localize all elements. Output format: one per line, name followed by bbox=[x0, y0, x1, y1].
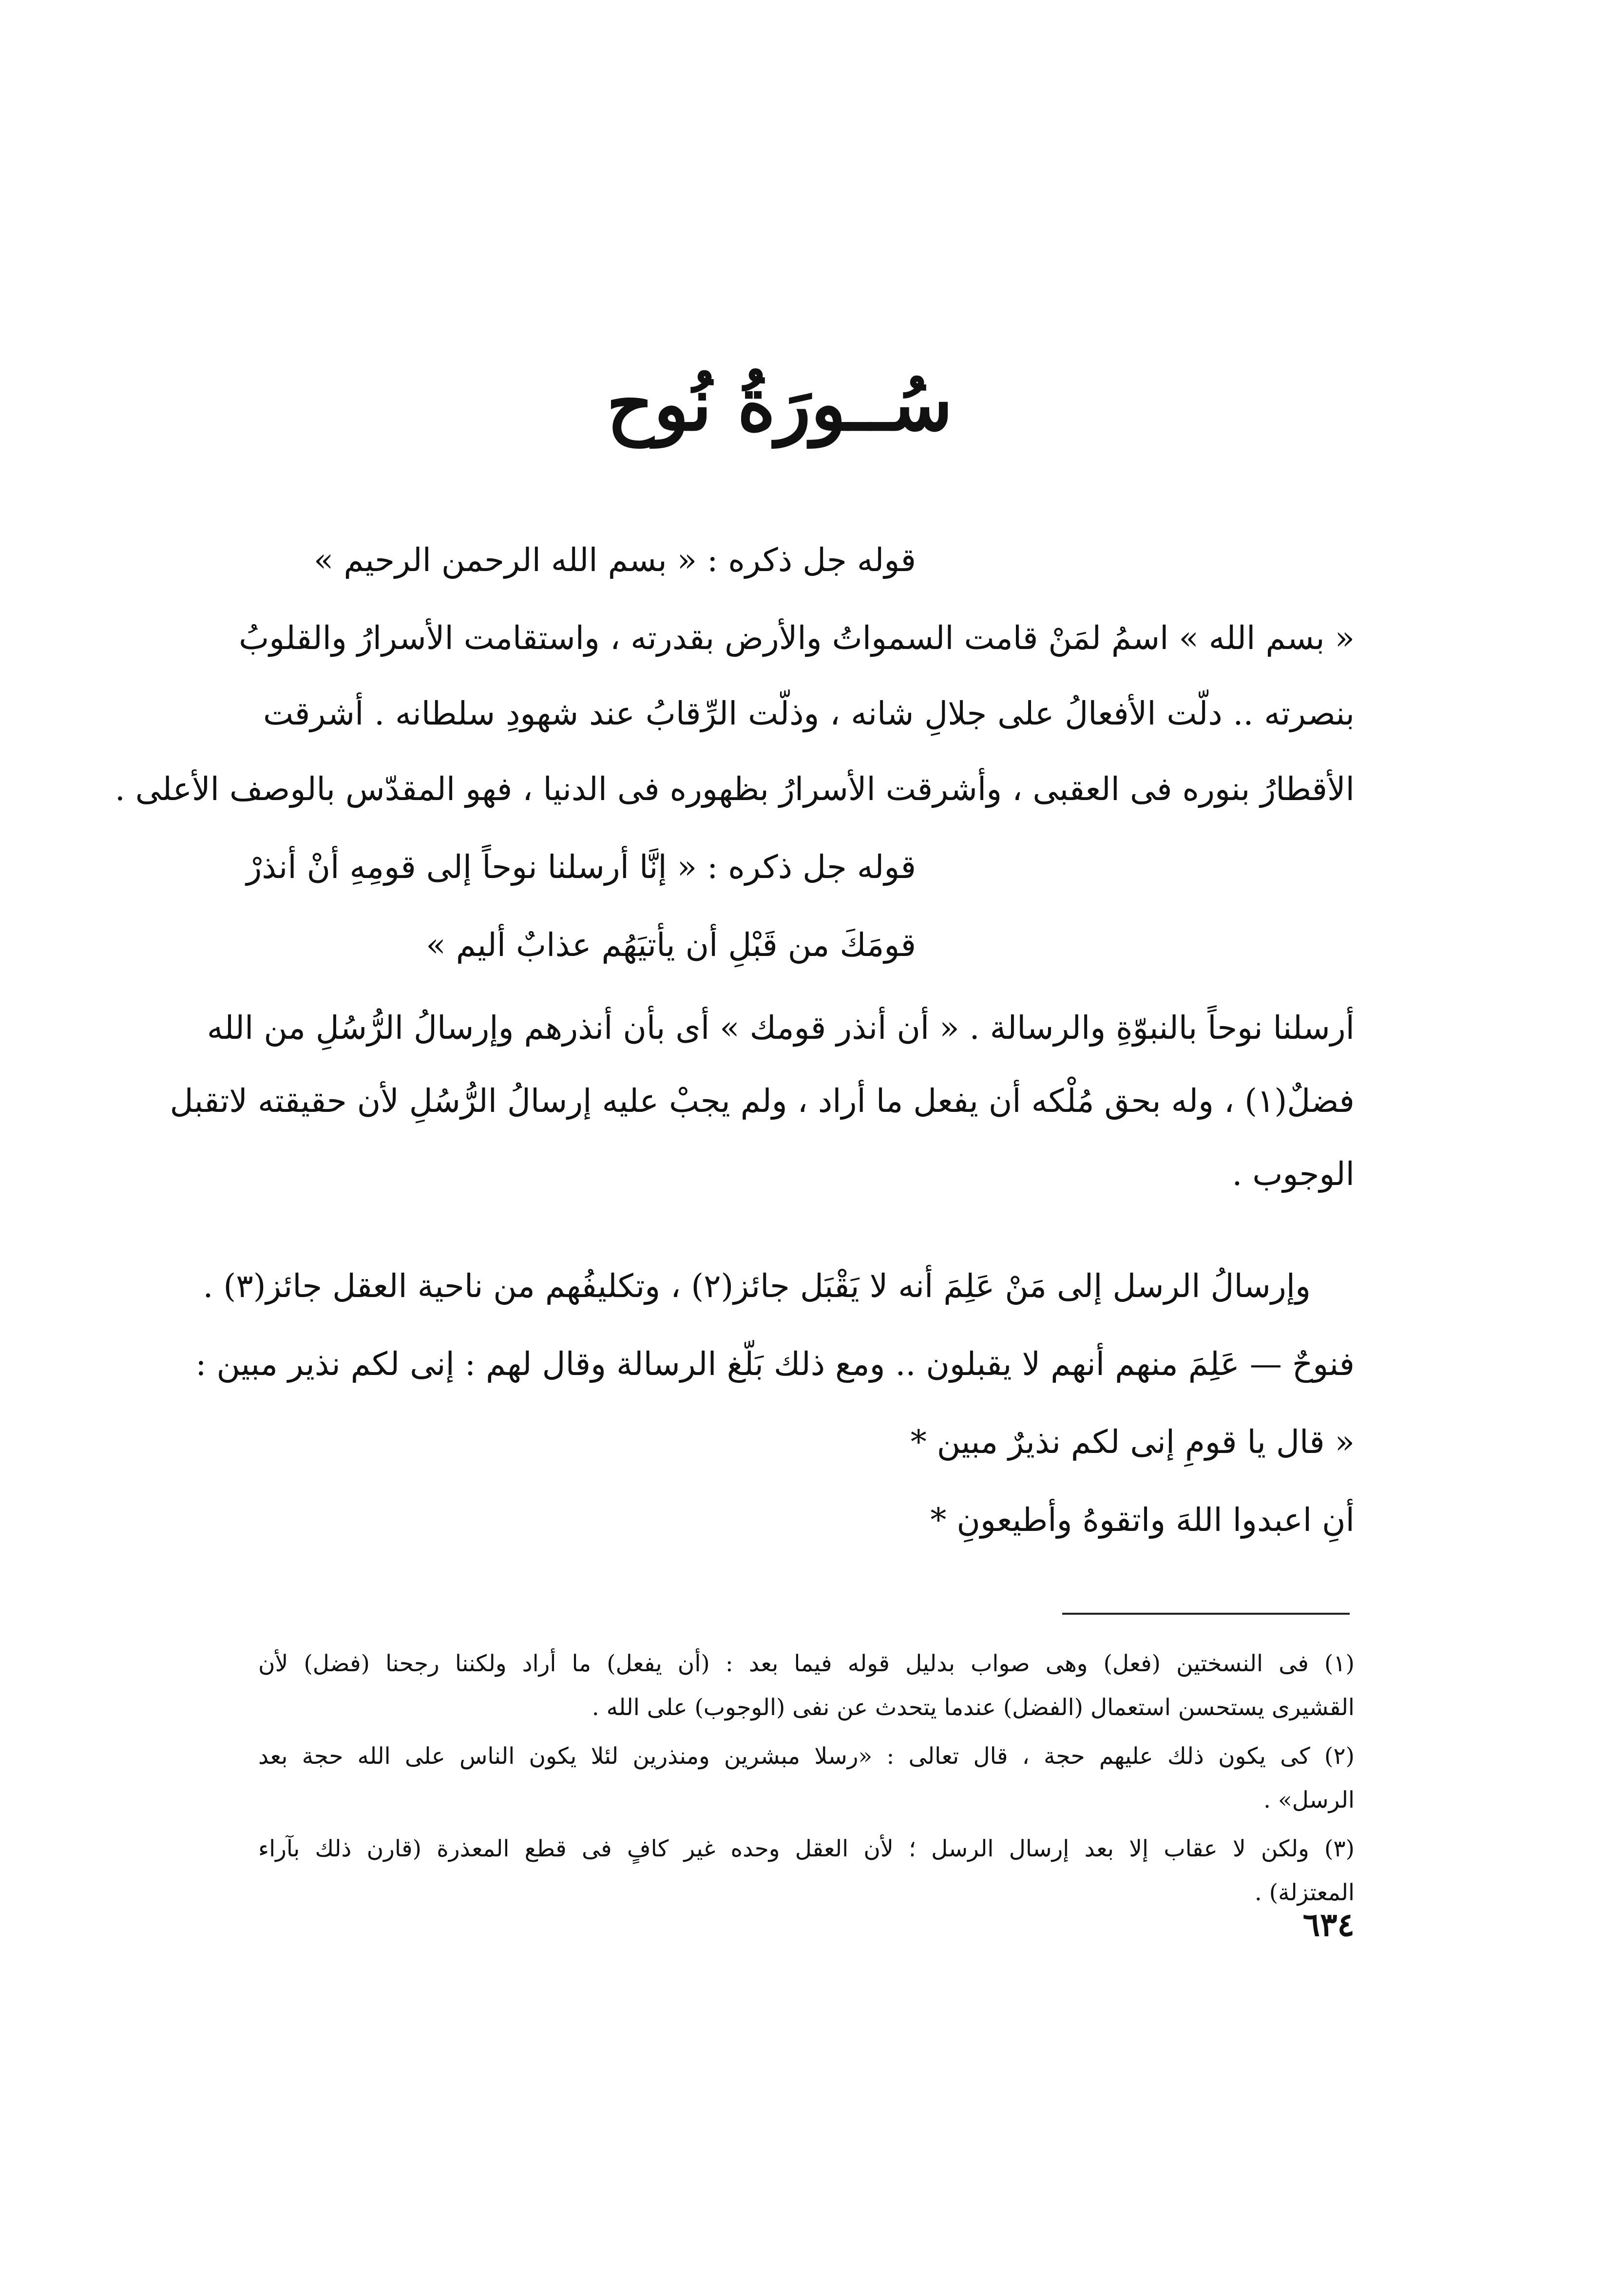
page-number: ٦٣٤ bbox=[1302, 1906, 1355, 1944]
footnote-1-cont: القشيرى يستحسن استعمال (الفضل) عندما يتحدث عن نفى (الوجوب) على الله . bbox=[592, 1694, 1355, 1721]
quoted-verse: أنِ اعبدوا اللهَ واتقوهُ وأطيعونِ * bbox=[930, 1501, 1355, 1539]
paragraph-line: فنوحٌ — عَلِمَ منهم أنهم لا يقبلون .. ومع ذلك بَلّغ الرسالة وقال لهم : إنى لكم نذير مبين : bbox=[195, 1345, 1355, 1383]
verse-heading-quote-cont: قومَكَ من قَبْلِ أن يأتيَهُم عذابٌ أليم » bbox=[426, 926, 916, 964]
paragraph-line: « بسم الله » اسمُ لمَنْ قامت السمواتُ والأرض بقدرته ، واستقامت الأسرارُ والقلوبُ bbox=[239, 619, 1355, 657]
paragraph-line: أرسلنا نوحاً بالنبوّةِ والرسالة . « أن أنذر قومك » أى بأن أنذرهم وإرسالُ الرُّسُلِ من الله bbox=[207, 1009, 1355, 1047]
paragraph-line: الوجوب . bbox=[1232, 1155, 1355, 1193]
surah-title: سُــورَةُ نُوح bbox=[606, 362, 953, 447]
footnote-2-cont: الرسل» . bbox=[1263, 1787, 1355, 1814]
paragraph-line: فضلٌ(١) ، وله بحق مُلْكه أن يفعل ما أراد ، ولم يجبْ عليه إرسالُ الرُّسُلِ لأن حقيقته لاتقبل bbox=[170, 1082, 1355, 1120]
footnote-3: (٣) ولكن لا عقاب إلا بعد إرسال الرسل ؛ لأن العقل وحده غير كافٍ فى قطع المعذرة (قارن ذلك بآراء bbox=[258, 1835, 1355, 1862]
quoted-verse: « قال يا قومِ إنى لكم نذيرٌ مبين * bbox=[910, 1423, 1355, 1461]
footnote-2: (٢) كى يكون ذلك عليهم حجة ، قال تعالى : «رسلا مبشرين ومنذرين لئلا يكون الناس على الله حجة بعد bbox=[258, 1743, 1355, 1770]
paragraph-line: بنصرته .. دلّت الأفعالُ على جلالِ شانه ، وذلّت الرِّقابُ عند شهودِ سلطانه . أشرقت bbox=[263, 695, 1355, 732]
verse-heading-basmala: قوله جل ذكره : « بسم الله الرحمن الرحيم » bbox=[314, 541, 916, 579]
footnote-1: (١) فى النسختين (فعل) وهى صواب بدليل قوله فيما بعد : (أن يفعل) ما أراد ولكننا رجحنا (فضل) لأن bbox=[258, 1650, 1355, 1677]
footnote-divider bbox=[1062, 1613, 1350, 1615]
paragraph-line: الأقطارُ بنوره فى العقبى ، وأشرقت الأسرارُ بظهوره فى الدنيا ، فهو المقدّس بالوصف الأعلى . bbox=[115, 770, 1355, 808]
verse-heading-quote: قوله جل ذكره : « إنَّا أرسلنا نوحاً إلى قومِهِ أنْ أنذرْ bbox=[246, 848, 916, 886]
paragraph-line: وإرسالُ الرسل إلى مَنْ عَلِمَ أنه لا يَقْبَل جائز(٢) ، وتكليفُهم من ناحية العقل جائز(٣) . bbox=[203, 1267, 1311, 1305]
footnote-3-cont: المعتزلة) . bbox=[1254, 1879, 1355, 1906]
